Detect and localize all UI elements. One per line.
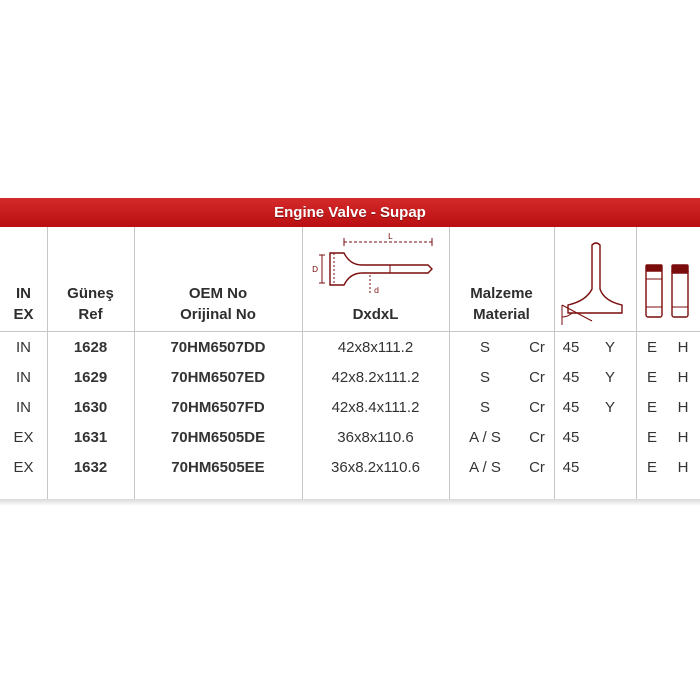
cell-material: S	[479, 339, 490, 356]
stem-end-icons	[640, 263, 696, 327]
header-oem-line1: OEM No	[188, 285, 248, 302]
header-ref-line2: Ref	[78, 306, 103, 323]
header-in-ex-line1: IN	[16, 285, 31, 302]
header-material-line1: Malzeme	[470, 285, 533, 302]
cell-hardened: H	[677, 339, 689, 356]
column-divider	[449, 227, 450, 499]
cell-in-ex: IN	[16, 339, 31, 356]
cell-in-ex: EX	[13, 459, 34, 476]
header-material	[449, 283, 554, 325]
cell-dimensions: 42x8.2x111.2	[331, 369, 420, 386]
cell-seat-type	[598, 423, 622, 453]
cell-seat-angle: 45	[562, 339, 580, 356]
cell-dimensions: 42x8.4x111.2	[331, 399, 420, 416]
cell-stem-end: E	[646, 369, 657, 386]
cell-hardened: H	[677, 369, 689, 386]
header-in-ex-line2: EX	[13, 306, 34, 323]
cell-seat-angle: 45	[562, 369, 580, 386]
cell-stem-end: E	[646, 429, 657, 446]
cell-oem-no: 70HM6505EE	[171, 459, 265, 476]
cell-seat-angle: 45	[562, 429, 580, 446]
cell-ref: 1631	[73, 429, 108, 446]
cell-ref: 1630	[73, 399, 108, 416]
table-title: Engine Valve - Supap	[0, 198, 700, 227]
cell-coating: Cr	[529, 399, 545, 416]
cell-hardened: H	[677, 429, 689, 446]
cell-seat-type: Y	[604, 339, 615, 356]
cell-in-ex: IN	[16, 369, 31, 386]
spec-table	[0, 227, 700, 499]
label-D: D	[312, 265, 319, 274]
cell-coating: Cr	[529, 429, 545, 446]
cell-ref: 1632	[73, 459, 108, 476]
cell-seat-angle: 45	[562, 399, 580, 416]
cell-dimensions: 42x8x111.2	[337, 339, 414, 356]
label-d: d	[374, 286, 380, 295]
cell-dimensions: 36x8.2x110.6	[331, 459, 420, 476]
header-material-line2: Material	[473, 306, 530, 323]
header-oem	[134, 283, 302, 325]
header-ref-line1: Güneş	[67, 285, 114, 302]
cell-hardened: H	[677, 459, 689, 476]
cell-ref: 1628	[73, 339, 108, 356]
cell-material: S	[479, 399, 490, 416]
cell-material: A / S	[469, 459, 501, 476]
label-L: L	[388, 232, 393, 241]
header-ref	[47, 283, 134, 325]
cell-seat-angle: 45	[562, 459, 580, 476]
cell-dimensions: 36x8x110.6	[337, 429, 414, 446]
cell-seat-type: Y	[604, 369, 615, 386]
header-oem-line2: Orijinal No	[180, 306, 256, 323]
column-divider	[636, 227, 637, 499]
cell-in-ex: EX	[13, 429, 34, 446]
cell-hardened: H	[677, 399, 689, 416]
cell-oem-no: 70HM6507FD	[171, 399, 265, 416]
cell-stem-end: E	[646, 339, 657, 356]
column-divider	[554, 227, 555, 499]
valve-spec-sheet	[0, 198, 700, 508]
cell-in-ex: IN	[16, 399, 31, 416]
cell-stem-end: E	[646, 399, 657, 416]
cell-coating: Cr	[529, 459, 545, 476]
table-bottom-shadow	[0, 499, 700, 506]
seat-angle-icon	[558, 239, 634, 327]
cell-seat-type: Y	[604, 399, 615, 416]
cell-seat-type	[598, 453, 622, 483]
cell-coating: Cr	[529, 369, 545, 386]
header-dims: DxdxL	[352, 306, 399, 323]
cell-ref: 1629	[73, 369, 108, 386]
cell-oem-no: 70HM6505DE	[170, 429, 266, 446]
valve-dimensions-icon	[310, 229, 442, 301]
cell-oem-no: 70HM6507DD	[170, 339, 266, 356]
cell-stem-end: E	[646, 459, 657, 476]
cell-material: A / S	[469, 429, 501, 446]
cell-coating: Cr	[529, 339, 545, 356]
cell-oem-no: 70HM6507ED	[170, 369, 266, 386]
cell-material: S	[479, 369, 490, 386]
header-divider	[0, 331, 700, 332]
header-in-ex	[0, 283, 47, 325]
